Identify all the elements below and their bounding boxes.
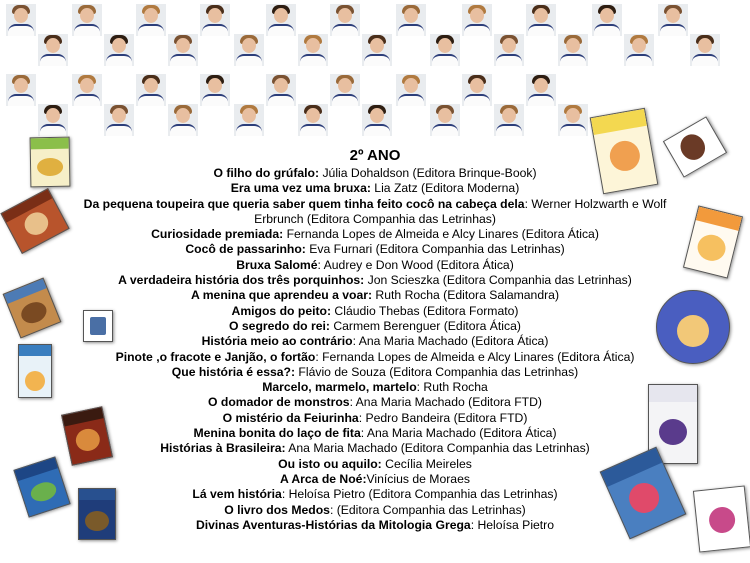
- book-entry: [0, 426, 750, 441]
- student-photo: [72, 4, 102, 36]
- book-title: Lá vem história: [192, 487, 282, 502]
- book-details: Carmem Berenguer (Editora Ática): [329, 318, 521, 333]
- book-details: Ruth Rocha (Editora Salamandra): [372, 288, 560, 303]
- book-details: : Ana Maria Machado (Editora FTD): [349, 395, 542, 410]
- book-title: Que história é essa?:: [171, 364, 296, 379]
- student-photo: [6, 4, 36, 36]
- book-entry: [0, 350, 750, 365]
- book-cover-small-white: [83, 310, 113, 342]
- student-photo: [558, 34, 588, 66]
- book-title: O filho do grúfalo:: [213, 166, 320, 180]
- student-photo: [430, 104, 460, 136]
- student-photo: [558, 104, 588, 136]
- book-title: Da pequena toupeira que queria saber quem tinha feito cocô na cabeça dela: [83, 196, 525, 211]
- book-title: Ou isto ou aquilo:: [278, 456, 382, 471]
- book-cover-pinote: [18, 344, 52, 398]
- book-title: Amigos do peito:: [231, 303, 332, 318]
- book-details: Lia Zatz (Editora Moderna): [370, 181, 520, 196]
- book-cover-la-vem-historia: [30, 137, 71, 188]
- book-details: : Fernanda Lopes de Almeida e Alcy Linares (Editora Ática): [315, 349, 635, 364]
- book-title: Histórias à Brasileira:: [160, 441, 286, 456]
- book-details: : Heloísa Pietro: [470, 517, 555, 532]
- book-details: Eva Furnari (Editora Companhia das Letrinhas): [305, 242, 565, 257]
- book-details: Vinícius de Moraes: [366, 471, 470, 486]
- student-photo: [168, 104, 198, 136]
- student-photo: [658, 4, 688, 36]
- student-photo: [624, 34, 654, 66]
- student-photo: [298, 34, 328, 66]
- book-title: A verdadeira história dos três porquinhos:: [118, 273, 365, 288]
- book-details: Flávio de Souza (Editora Companhia das Letrinhas): [295, 364, 579, 379]
- student-photo: [104, 104, 134, 136]
- student-photo: [72, 74, 102, 106]
- book-details: : Werner Holzwarth e Wolf: [524, 196, 667, 211]
- book-entry: [0, 395, 750, 410]
- student-photo: [136, 4, 166, 36]
- student-photo: [526, 74, 556, 106]
- book-cover-amigos-do-peito: [656, 290, 730, 364]
- book-title: Curiosidade premiada:: [151, 227, 284, 242]
- book-details: Cláudio Thebas (Editora Formato): [331, 303, 519, 318]
- book-title: A menina que aprendeu a voar:: [190, 288, 373, 303]
- book-cover-filho-grufalo: [78, 488, 116, 540]
- student-photo: [38, 104, 68, 136]
- student-photo: [38, 34, 68, 66]
- student-photo: [430, 34, 460, 66]
- student-photo: [494, 34, 524, 66]
- student-photo: [200, 4, 230, 36]
- book-title: Era uma vez uma bruxa:: [230, 181, 371, 196]
- book-title: Bruxa Salomé: [236, 257, 318, 272]
- book-title: Cocô de passarinho:: [185, 242, 306, 257]
- book-entry: [0, 242, 750, 257]
- student-photo: [690, 34, 720, 66]
- book-entry: [0, 380, 750, 395]
- book-details: Júlia Dohaldson (Editora Brinque-Book): [319, 166, 537, 180]
- book-entry: [0, 258, 750, 273]
- book-cover-menina-que-aprendeu-a-voar: [693, 485, 750, 552]
- student-photo: [330, 4, 360, 36]
- book-details: Ana Maria Machado (Editora Companhia das Letrinhas): [285, 441, 590, 456]
- student-photo: [462, 74, 492, 106]
- book-details: : Pedro Bandeira (Editora FTD): [358, 410, 528, 425]
- book-details: : Ana Maria Machado (Editora Ática): [360, 426, 557, 441]
- book-title: O livro dos Medos: [224, 502, 330, 517]
- book-entry: [0, 411, 750, 426]
- book-details: Fernanda Lopes de Almeida e Alcy Linares (Editora Ática): [283, 227, 599, 242]
- student-photo: [234, 104, 264, 136]
- student-photo: [362, 104, 392, 136]
- book-title: O domador de monstros: [208, 395, 350, 410]
- book-details: : Ruth Rocha: [416, 380, 488, 395]
- book-title: O segredo do rei:: [229, 318, 330, 333]
- student-photo: [200, 74, 230, 106]
- book-details: : Audrey e Don Wood (Editora Ática): [317, 257, 514, 272]
- book-title: Divinas Aventuras-Histórias da Mitologia Grega: [195, 517, 471, 532]
- student-photo: [298, 104, 328, 136]
- book-entry: [0, 273, 750, 288]
- book-entry: [0, 365, 750, 380]
- student-photo: [234, 34, 264, 66]
- book-title: História meio ao contrário: [201, 334, 353, 349]
- grade-heading: 2º ANO: [349, 147, 401, 164]
- student-photo: [462, 4, 492, 36]
- book-details: Jon Scieszka (Editora Companhia das Letrinhas): [364, 273, 632, 288]
- book-title: A Arca de Noé:: [280, 471, 367, 486]
- student-photo: [168, 34, 198, 66]
- student-photo: [136, 74, 166, 106]
- book-details: Cecília Meireles: [381, 456, 472, 471]
- student-photo: [266, 4, 296, 36]
- book-title: O mistério da Feiurinha: [222, 410, 359, 425]
- book-details: : Heloísa Pietro (Editora Companhia das Letrinhas): [281, 487, 558, 502]
- student-photo: [592, 4, 622, 36]
- book-entry: [0, 197, 750, 212]
- student-photo: [362, 34, 392, 66]
- student-photo: [330, 74, 360, 106]
- student-photo: [526, 4, 556, 36]
- book-entry: [0, 288, 750, 303]
- book-details: : Ana Maria Machado (Editora Ática): [352, 334, 549, 349]
- book-details: : (Editora Companhia das Letrinhas): [329, 502, 526, 517]
- student-photo: [494, 104, 524, 136]
- book-details: Erbrunch (Editora Companhia das Letrinhas): [254, 211, 496, 226]
- student-photo: [104, 34, 134, 66]
- book-entry: [0, 212, 750, 227]
- book-entry: [0, 227, 750, 242]
- book-title: Marcelo, marmelo, martelo: [262, 380, 417, 395]
- book-title: Menina bonita do laço de fita: [193, 426, 361, 441]
- book-title: Pinote ,o fracote e Janjão, o fortão: [115, 349, 316, 364]
- student-photo: [6, 74, 36, 106]
- student-photo: [396, 4, 426, 36]
- student-photo: [266, 74, 296, 106]
- student-photo: [396, 74, 426, 106]
